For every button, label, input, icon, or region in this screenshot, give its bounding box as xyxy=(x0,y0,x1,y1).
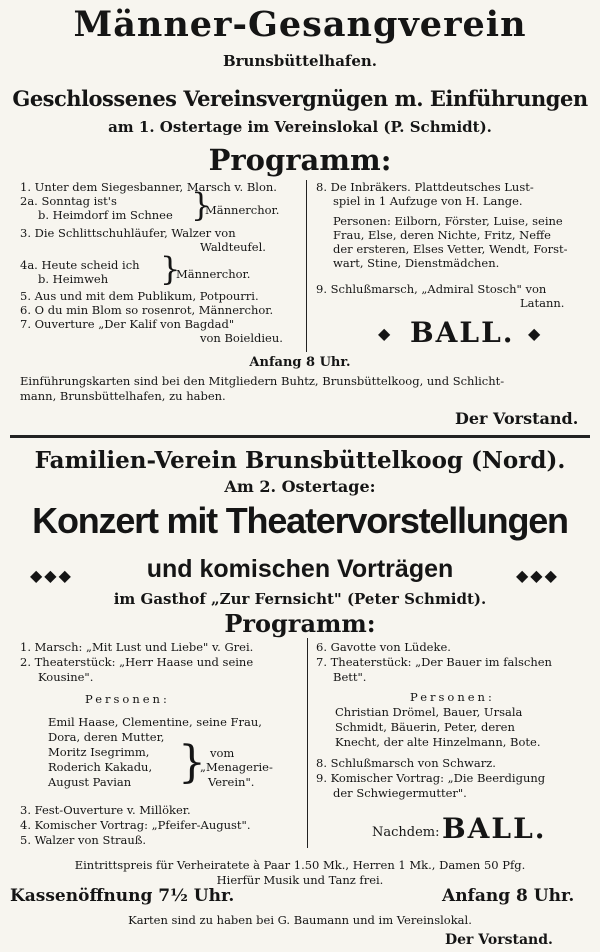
bottom-start-time: Anfang 8 Uhr. xyxy=(442,886,575,906)
bottom-left-line-5: 4. Komischer Vortrag: „Pfeifer-August". xyxy=(20,818,251,832)
top-left-line-2: 2a. Sonntag ist's xyxy=(20,194,117,208)
bottom-program-heading: Programm: xyxy=(224,609,376,638)
bottom-left-person-3: Moritz Isegrimm, xyxy=(48,745,150,759)
brace-icon: } xyxy=(160,250,181,288)
bottom-date: Am 2. Ostertage: xyxy=(224,477,376,496)
top-right-line-8: Latann. xyxy=(520,296,565,310)
bottom-right-line-4: 8. Schlußmarsch von Schwarz. xyxy=(316,756,496,770)
bottom-venue: im Gasthof „Zur Fernsicht" (Peter Schmidt). xyxy=(113,590,487,608)
top-left-line-7: b. Heimweh xyxy=(38,272,109,286)
bottom-right-line-6: der Schwiegermutter". xyxy=(333,786,467,800)
top-start-time: Anfang 8 Uhr. xyxy=(249,355,351,370)
bottom-left-vom: vom xyxy=(210,746,235,760)
top-left-line-3: b. Heimdorf im Schnee xyxy=(38,208,173,222)
bottom-left-verein: Verein". xyxy=(208,775,255,789)
bottom-left-menagerie: „Menagerie- xyxy=(200,760,273,774)
top-right-line-7: 9. Schlußmarsch, „Admiral Stosch" von xyxy=(316,282,547,296)
bottom-left-line-1: 1. Marsch: „Mit Lust und Liebe" v. Grei. xyxy=(20,640,254,654)
bottom-left-line-4: 3. Fest-Ouverture v. Millöker. xyxy=(20,803,191,817)
top-left-line-1: 1. Unter dem Siegesbanner, Marsch v. Blon. xyxy=(20,180,277,194)
bottom-right-line-1: 6. Gavotte von Lüdeke. xyxy=(316,640,451,654)
bottom-box-office: Kassenöffnung 7½ Uhr. xyxy=(10,886,235,906)
top-subtitle: Brunsbüttelhafen. xyxy=(222,52,378,70)
top-tickets-line-2: mann, Brunsbüttelhafen, zu haben. xyxy=(20,389,226,403)
top-right-line-1: 8. De Inbräkers. Plattdeutsches Lust- xyxy=(316,180,534,194)
bottom-right-person-2: Schmidt, Bäuerin, Peter, deren xyxy=(335,720,515,734)
top-left-chorus-2: Männerchor. xyxy=(176,267,251,281)
top-right-line-4: Frau, Else, deren Nichte, Fritz, Neffe xyxy=(333,228,551,242)
bottom-right-person-3: Knecht, der alte Hinzelmann, Bote. xyxy=(335,735,541,749)
top-left-line-11: von Boieldieu. xyxy=(200,331,283,345)
brace-icon: } xyxy=(178,737,206,788)
bottom-ball: BALL. xyxy=(442,812,547,845)
top-tickets-line-1: Einführungskarten sind bei den Mitgliedern Buhtz, Brunsbüttelkoog, und Schlicht- xyxy=(20,374,505,388)
top-left-line-6: 4a. Heute scheid ich xyxy=(20,258,140,272)
top-left-line-5: Waldteufel. xyxy=(200,240,266,254)
ornament-icon: ◆ xyxy=(528,324,543,343)
bottom-left-persons: Personen: xyxy=(85,692,170,706)
bottom-headline: Konzert mit Theatervorstellungen xyxy=(32,500,568,541)
bottom-right-line-5: 9. Komischer Vortrag: „Die Beerdigung xyxy=(316,771,546,785)
top-program-heading: Programm: xyxy=(208,143,392,177)
bottom-right-persons: Personen: xyxy=(410,690,495,704)
section-divider xyxy=(10,435,590,438)
top-right-line-5: der ersteren, Elses Vetter, Wendt, Forst- xyxy=(333,242,568,256)
top-left-chorus-1: Männerchor. xyxy=(205,203,280,217)
bottom-right-person-1: Christian Drömel, Bauer, Ursala xyxy=(335,705,523,719)
top-event: Geschlossenes Vereinsvergnügen m. Einführungen xyxy=(12,86,588,111)
top-left-line-4: 3. Die Schlittschuhläufer, Walzer von xyxy=(20,226,236,240)
ornament-icon: ◆◆◆ xyxy=(30,566,73,585)
bottom-subheadline: und komischen Vorträgen xyxy=(146,555,454,583)
bottom-left-person-1: Emil Haase, Clementine, seine Frau, xyxy=(48,715,262,729)
bottom-admission-1: Eintrittspreis für Verheiratete à Paar 1.50 Mk., Herren 1 Mk., Damen 50 Pfg. xyxy=(74,858,526,872)
bottom-left-person-2: Dora, deren Mutter, xyxy=(48,730,165,744)
bottom-column-divider xyxy=(307,638,308,848)
bottom-left-person-5: August Pavian xyxy=(48,775,132,789)
top-right-line-3: Personen: Eilborn, Förster, Luise, seine xyxy=(333,214,563,228)
top-ball: BALL. xyxy=(410,316,515,349)
top-board: Der Vorstand. xyxy=(455,409,579,428)
bottom-tickets: Karten sind zu haben bei G. Baumann und im Vereinslokal. xyxy=(128,913,472,927)
brace-icon: } xyxy=(191,186,212,224)
ornament-icon: ◆◆◆ xyxy=(516,566,559,585)
bottom-left-person-4: Roderich Kakadu, xyxy=(48,760,153,774)
top-date: am 1. Ostertage im Vereinslokal (P. Schmidt). xyxy=(108,118,492,136)
bottom-title: Familien-Verein Brunsbüttelkoog (Nord). xyxy=(34,447,566,474)
bottom-right-nachdem: Nachdem: xyxy=(372,825,440,840)
ornament-icon: ◆ xyxy=(378,324,393,343)
top-left-line-8: 5. Aus und mit dem Publikum, Potpourri. xyxy=(20,289,259,303)
bottom-left-line-6: 5. Walzer von Strauß. xyxy=(20,833,147,847)
top-title: Männer-Gesangverein xyxy=(73,4,527,45)
top-right-line-2: spiel in 1 Aufzuge von H. Lange. xyxy=(333,194,523,208)
bottom-right-line-3: Bett". xyxy=(333,670,367,684)
bottom-left-line-2: 2. Theaterstück: „Herr Haase und seine xyxy=(20,655,254,669)
bottom-right-line-2: 7. Theaterstück: „Der Bauer im falschen xyxy=(316,655,552,669)
top-column-divider xyxy=(306,180,307,352)
bottom-left-line-3: Kousine". xyxy=(38,670,94,684)
top-left-line-9: 6. O du min Blom so rosenrot, Männerchor. xyxy=(20,303,274,317)
top-right-line-6: wart, Stine, Dienstmädchen. xyxy=(333,256,500,270)
top-left-line-10: 7. Ouverture „Der Kalif von Bagdad" xyxy=(20,317,235,331)
bottom-board: Der Vorstand. xyxy=(445,932,553,948)
bottom-admission-2: Hierfür Musik und Tanz frei. xyxy=(216,873,384,887)
